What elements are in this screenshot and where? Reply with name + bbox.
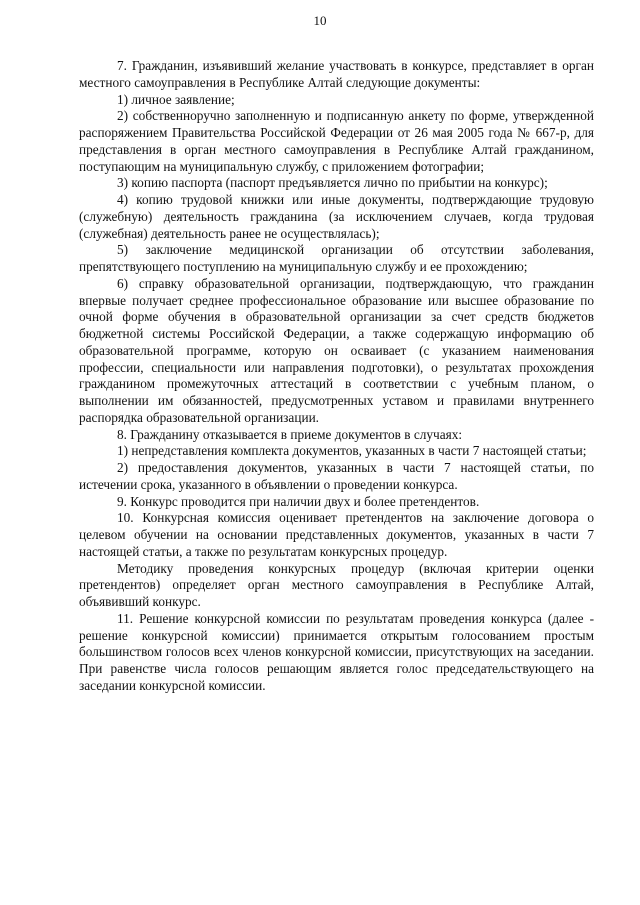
paragraph-7-item-6: 6) справку образовательной организации, подтверждающую, что гражданин впервые получает среднее профессиональное образование или высшее образование по очной форме обучения в образовательной организации за счет средств бюджетов бюджетной системы Российской Федерации, а также содержащую информацию об образовательной программе, которую он осваивает (с указанием наименования профессии, специальности или направления подготовки), о результатах прохождения гражданином промежуточных аттестаций в соответствии с учебным планом, о выполнении им обязанностей, предусмотренных уставом и правилами внутреннего распорядка образовательной организации. <box>79 275 594 425</box>
paragraph-10-methodology: Методику проведения конкурсных процедур (включая критерии оценки претендентов) определяет орган местного самоуправления в Республике Алтай, объявивший конкурс. <box>79 560 594 609</box>
paragraph-10: 10. Конкурсная комиссия оценивает претендентов на заключение договора о целевом обучении на основании представленных документов, указанных в части 7 настоящей статьи, а также по результатам конкурсных процедур. <box>79 510 594 559</box>
document-body <box>79 58 594 695</box>
paragraph-7-item-2: 2) собственноручно заполненную и подписанную анкету по форме, утвержденной распоряжением Правительства Российской Федерации от 26 мая 2005 года № 667-р, для представления в орган местного самоуправления в Республике Алтай гражданином, поступающим на муниципальную службу, с приложением фотографии; <box>79 108 594 174</box>
paragraph-7: 7. Гражданин, изъявивший желание участвовать в конкурсе, представляет в орган местного самоуправления в Республике Алтай следующие документы: <box>79 58 594 90</box>
paragraph-7-item-4: 4) копию трудовой книжки или иные документы, подтверждающие трудовую (служебную) деятельность гражданина (за исключением случаев, когда трудовая (служебная) деятельность ранее не осуществлялась); <box>79 192 594 241</box>
paragraph-9: 9. Конкурс проводится при наличии двух и более претендентов. <box>117 493 480 509</box>
paragraph-8: 8. Гражданину отказывается в приеме документов в случаях: <box>117 426 463 442</box>
paragraph-8-item-1: 1) непредставления комплекта документов, указанных в части 7 настоящей статьи; <box>117 443 587 459</box>
paragraph-7-item-3: 3) копию паспорта (паспорт предъявляется лично по прибытии на конкурс); <box>117 175 548 191</box>
paragraph-7-item-5: 5) заключение медицинской организации об отсутствии заболевания, препятствующего поступлению на муниципальную службу и ее прохождению; <box>79 242 594 274</box>
page-number: 10 <box>313 13 327 28</box>
paragraph-11: 11. Решение конкурсной комиссии по результатам проведения конкурса (далее - решение конкурсной комиссии) принимается открытым голосованием простым большинством голосов всех членов конкурсной комиссии, присутствующих на заседании. При равенстве числа голосов решающим является голос председательствующего на заседании конкурсной комиссии. <box>79 610 594 693</box>
paragraph-7-item-1: 1) личное заявление; <box>117 91 235 107</box>
paragraph-8-item-2: 2) предоставления документов, указанных в части 7 настоящей статьи, по истечении срока, указанного в объявлении о проведении конкурса. <box>79 460 594 492</box>
